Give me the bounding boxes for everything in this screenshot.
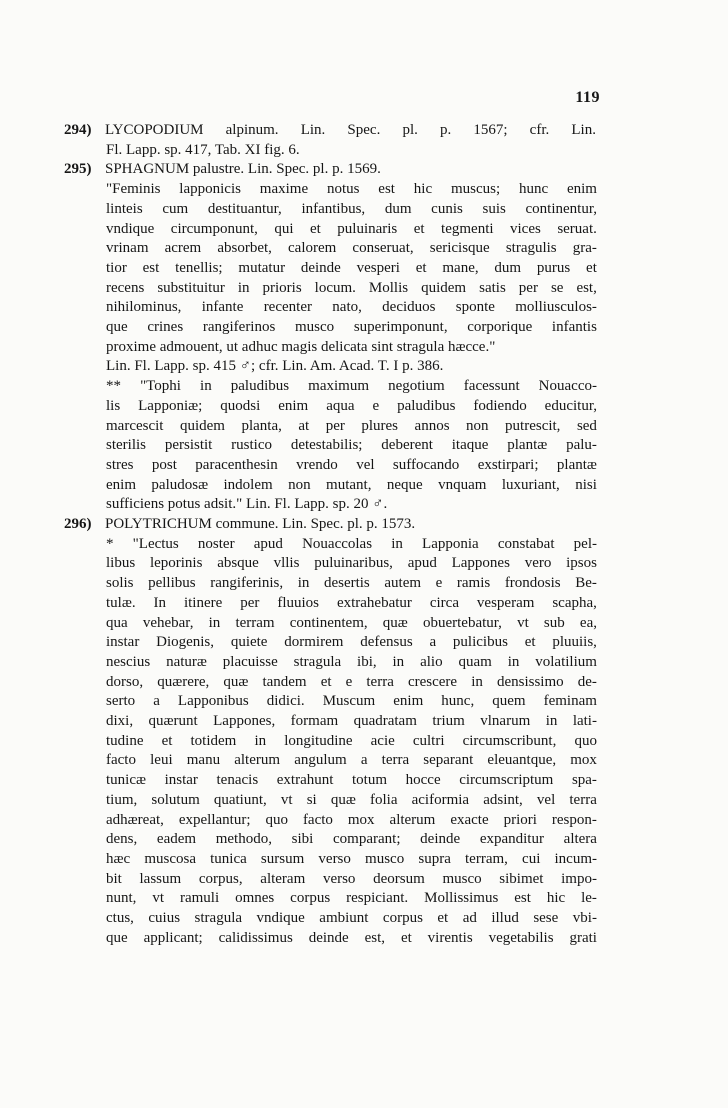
entry-number: 296) bbox=[64, 516, 92, 532]
line-text: lis Lapponiæ; quodsi enim aqua e paludibus fodiendo educitur, bbox=[106, 397, 597, 414]
line-text: Fl. Lapp. sp. 417, Tab. XI fig. 6. bbox=[106, 141, 300, 158]
line-text: que crines rangiferinos musco superimponunt, corporique infantis bbox=[106, 319, 597, 335]
line-text: que applicant; calidissimus deinde est, et virentis vegetabilis grati bbox=[106, 929, 597, 946]
line-text: tium, solutum quatiunt, vt si quæ folia aciformia adsint, vel terra bbox=[106, 791, 597, 808]
line-text: stres post paracenthesin vrendo vel suffocando exstirpari; plantæ bbox=[106, 456, 597, 473]
line-text: tunicæ instar tenacis extrahunt totum hocce circumscriptum spa- bbox=[106, 772, 597, 789]
line-text: tulæ. In itinere per fluuios extrahebatur circa vesperam scapha, bbox=[106, 594, 597, 611]
line-text: ** "Tophi in paludibus maximum negotium facessunt Nouacco- bbox=[106, 378, 597, 395]
line-text: POLYTRICHUM commune. Lin. Spec. pl. p. 1573. bbox=[105, 516, 416, 532]
line-text: marcescit quidem planta, at per plures annos non putrescit, sed bbox=[106, 417, 597, 434]
page-number: 119 bbox=[575, 89, 600, 106]
line-text: SPHAGNUM palustre. Lin. Spec. pl. p. 1569. bbox=[105, 161, 381, 178]
line-text: * "Lectus noster apud Nouaccolas in Lapponia constabat pel- bbox=[106, 535, 597, 552]
line-text: nunt, vt ramuli omnes corpus respiciant. Mollissimus est hic le- bbox=[106, 890, 597, 907]
line-text: linteis cum destituantur, infantibus, dum cunis suis continentur, bbox=[106, 200, 597, 217]
line-text: serto a Lapponibus didici. Muscum enim hunc, quem feminam bbox=[106, 693, 597, 710]
line-text: solis pellibus rangiferinis, in desertis autem e ramis frondosis Be- bbox=[106, 575, 597, 592]
line-text: dens, eadem methodo, sibi comparant; deinde expanditur altera bbox=[106, 831, 597, 848]
line-text: bit lassum corpus, alteram verso deorsum musco sibimet impo- bbox=[106, 870, 597, 887]
line-text: enim paludosæ indolem non mutant, neque vnquam luxuriant, nisi bbox=[106, 476, 597, 493]
line-text: libus leporinis absque vllis puluinaribus, apud Lappones vero ipsos bbox=[106, 555, 597, 572]
line-text: LYCOPODIUM alpinum. Lin. Spec. pl. p. 1567; cfr. Lin. bbox=[105, 122, 596, 138]
line-text: vrinam acrem absorbet, calorem conseruat, sericisque stragulis gra- bbox=[106, 240, 597, 257]
line-text: Lin. Fl. Lapp. sp. 415 ♂; cfr. Lin. Am. Acad. T. I p. 386. bbox=[106, 358, 444, 375]
line-text: vndique circumponunt, qui et puluinaris et tegmenti vices seruat. bbox=[106, 220, 597, 237]
line-text: tudine et totidem in longitudine acie cultri circumscribunt, quo bbox=[106, 732, 597, 749]
line-text: recens substituitur in prioris locum. Mollis quidem satis per se est, bbox=[106, 279, 597, 296]
line-text: nescius naturæ placuisse stragula ibi, in alio quam in volatilium bbox=[106, 653, 597, 670]
line-text: dorso, quærere, quæ tandem et e terra crescere in densissimo de- bbox=[106, 673, 597, 690]
line-text: dixi, quærunt Lappones, formam quadratam trium vlnarum in lati- bbox=[106, 713, 597, 729]
line-text: tior est tenellis; mutatur deinde vesperi et mane, dum purus et bbox=[106, 259, 597, 276]
entry-number: 294) bbox=[64, 122, 92, 138]
line-text: instar Diogenis, quiete dormirem defensus a pulicibus et pluuiis, bbox=[106, 634, 597, 651]
line-text: sufficiens potus adsit." Lin. Fl. Lapp. sp. 20 ♂. bbox=[106, 496, 388, 513]
line-text: "Feminis lapponicis maxime notus est hic muscus; hunc enim bbox=[106, 181, 597, 198]
line-text: ctus, cuius stragula vndique ambiunt corpus et ad illud sese vbi- bbox=[106, 910, 597, 926]
line-text: nihilominus, infante recenter nato, deciduos sponte molliusculos- bbox=[106, 299, 597, 316]
line-text: sterilis persistit rustico detestabilis; deberent itaque plantæ palu- bbox=[106, 437, 597, 454]
line-text: facto leui manu alterum angulum a terra separant eleuantque, mox bbox=[106, 752, 597, 769]
line-text: hæc muscosa tunica sursum verso musco supra terram, cui incum- bbox=[106, 850, 597, 867]
line-text: adhæreat, expellantur; quo facto mox alterum exacte priori respon- bbox=[106, 811, 597, 828]
line-text: qua vehebar, in terram continentem, quæ obuertebatur, vt sub ea, bbox=[106, 614, 597, 631]
entry-number: 295) bbox=[64, 161, 92, 178]
line-text: proxime admouent, ut adhuc magis delicata sint stragula hæcce." bbox=[106, 338, 496, 355]
